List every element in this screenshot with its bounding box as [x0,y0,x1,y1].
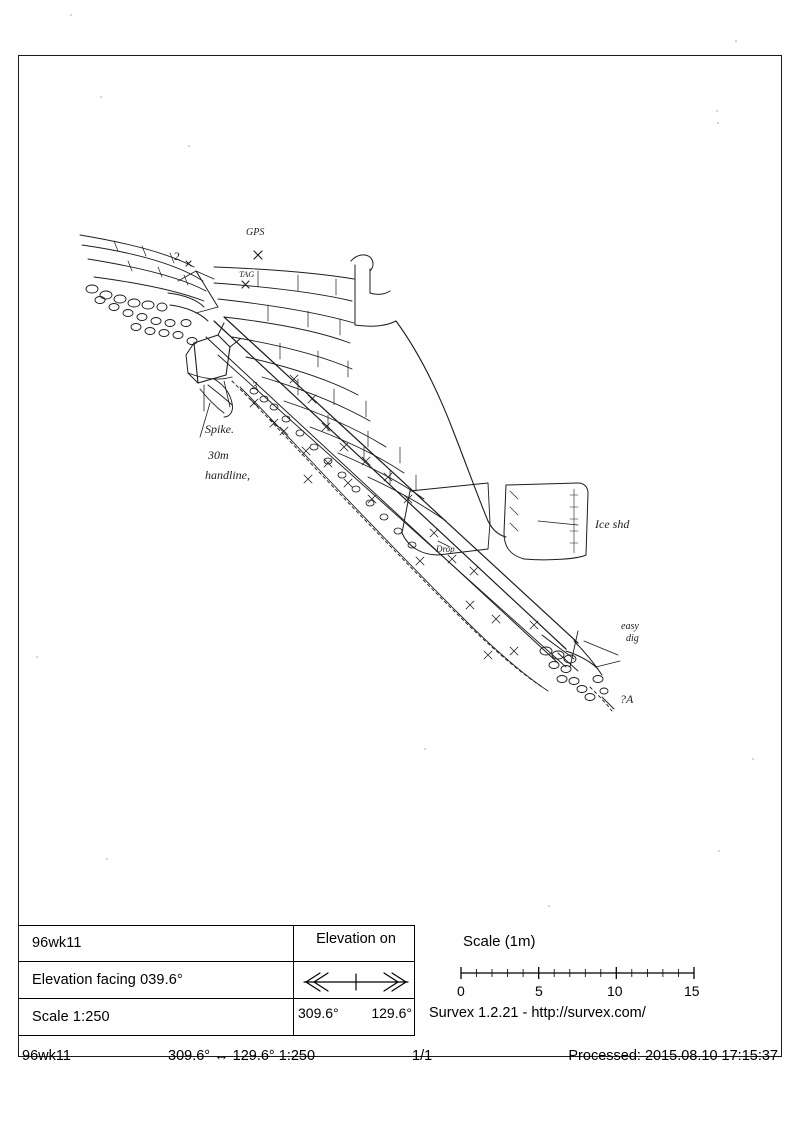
footer-page-number: 1/1 [412,1048,433,1064]
scale-tick-15: 15 [684,983,700,999]
elevation-bearings [294,1005,416,1021]
footer-processed-timestamp: Processed: 2015.08.10 17:15:37 [568,1048,778,1064]
label-station-2: 2 [174,249,180,263]
bearing-right: 129.6° [371,1005,412,1021]
label-tag: TAG [239,269,255,279]
scale-bar-caption: Scale (1m) [463,933,536,950]
footer-bearing-scale: 309.6° ↔ 129.6° 1:250 [168,1048,316,1064]
label-easy-dig: easy [621,621,639,632]
survey-sketch [18,55,782,1057]
page-footer [18,1048,782,1070]
label-station-3: 3 [252,380,258,392]
label-gps: GPS [246,227,265,238]
elevation-on-title: Elevation on [316,931,396,947]
title-block [18,925,782,1037]
label-station-a: ?A [620,692,634,706]
scan-speck [70,14,72,16]
label-ice-shed: Ice shd [595,517,630,531]
scan-speck [735,40,737,42]
scale-tick-10: 10 [607,983,623,999]
scale-tick-0: 0 [457,983,465,999]
scale-tick-5: 5 [535,983,543,999]
footer-survey-name: 96wk11 [22,1048,71,1064]
bearing-left: 309.6° [298,1005,339,1021]
elevation-direction-arrows [298,969,414,995]
survey-name-label: 96wk11 [32,935,82,951]
label-drop: Drop [436,544,455,554]
scale-label: Scale 1:250 [32,1009,110,1025]
label-handline: handline, [205,468,250,482]
scale-bar-ticks [455,983,700,1001]
label-depth: 30m [208,448,229,462]
elevation-facing-label: Elevation facing 039.6° [32,972,183,988]
label-easy-dig-2: dig [626,633,639,644]
label-spike: Spike. [205,422,234,436]
survex-credit[interactable]: Survex 1.2.21 - http://survex.com/ [429,1005,646,1021]
